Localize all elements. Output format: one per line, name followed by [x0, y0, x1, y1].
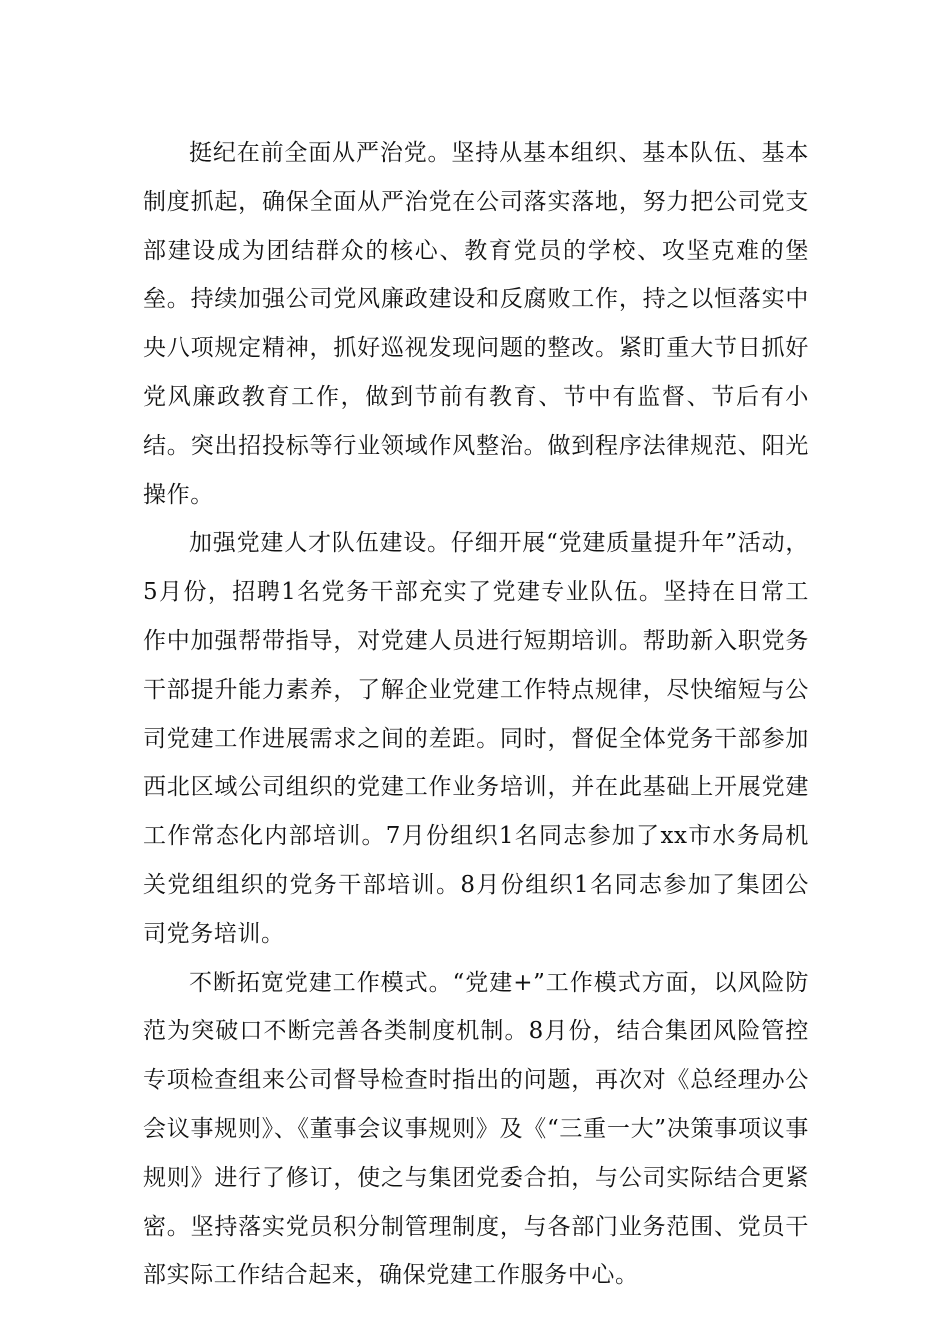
- paragraph-talent-team-building: 加强党建人才队伍建设。仔细开展“党建质量提升年”活动，5月份，招聘1名党务干部充实了党建专业队伍。坚持在日常工作中加强帮带指导，对党建人员进行短期培训。帮助新入职党务干部提升能力素养，了解企业党建工作特点规律，尽快缩短与公司党建工作进展需求之间的差距。同时，督促全体党务干部参加西北区域公司组织的党建工作业务培训，并在此基础上开展党建工作常态化内部培训。7月份组织1名同志参加了xx市水务局机关党组组织的党务干部培训。8月份组织1名同志参加了集团公司党务培训。: [143, 530, 809, 947]
- paragraph-work-mode-expansion: 不断拓宽党建工作模式。“党建+”工作模式方面，以风险防范为突破口不断完善各类制度机制。8月份，结合集团风险管控专项检查组来公司督导检查时指出的问题，再次对《总经理办公会议事规则》、《董事会议事规则》及《“三重一大”决策事项议事规则》进行了修订，使之与集团党委合拍，与公司实际结合更紧密。坚持落实党员积分制管理制度，与各部门业务范围、党员干部实际工作结合起来，确保党建工作服务中心。: [143, 969, 809, 1289]
- paragraph-strict-party-governance: 挺纪在前全面从严治党。坚持从基本组织、基本队伍、基本制度抓起，确保全面从严治党在公司落实落地，努力把公司党支部建设成为团结群众的核心、教育党员的学校、攻坚克难的堡垒。持续加强公司党风廉政建设和反腐败工作，持之以恒落实中央八项规定精神，抓好巡视发现问题的整改。紧盯重大节日抓好党风廉政教育工作，做到节前有教育、节中有监督、节后有小结。突出招投标等行业领域作风整治。做到程序法律规范、阳光操作。: [143, 140, 809, 508]
- document-body: [143, 129, 809, 1300]
